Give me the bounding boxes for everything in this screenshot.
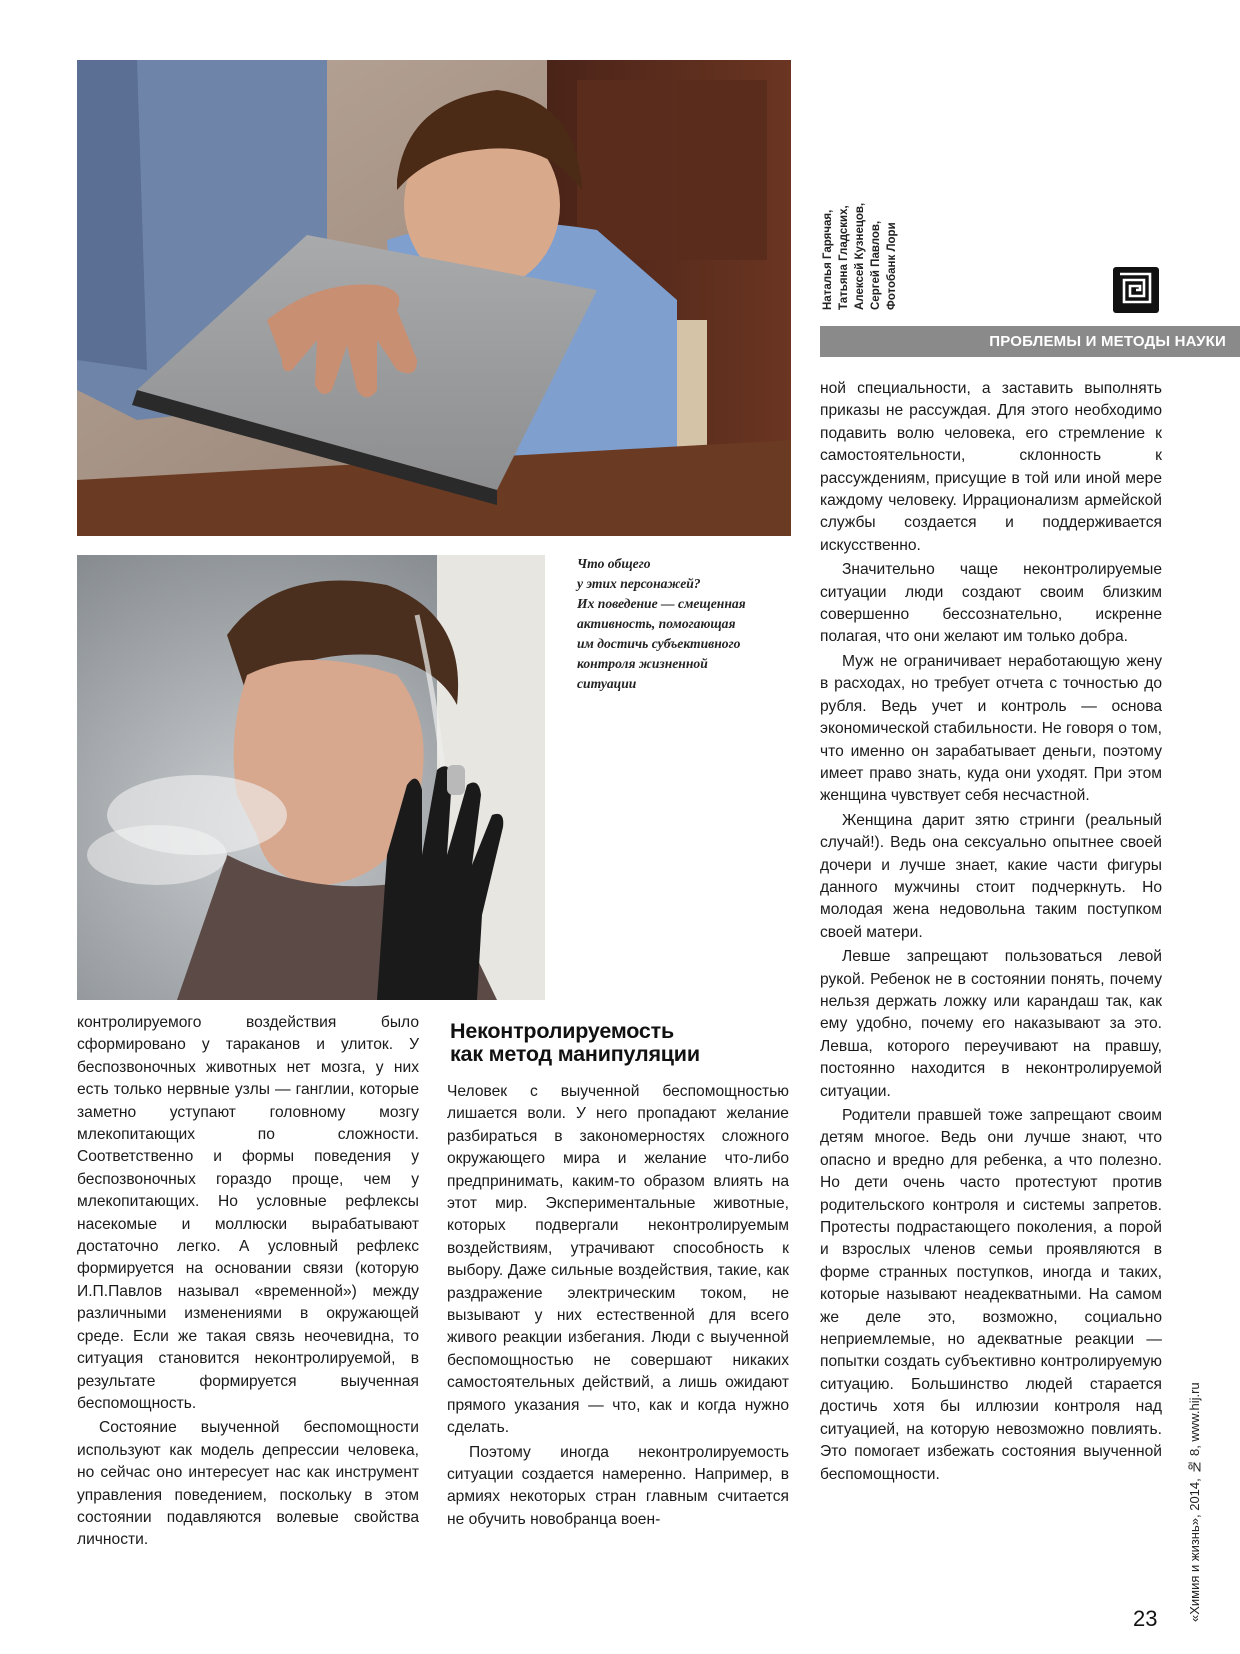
text-column-2: [447, 1081, 789, 1533]
paragraph: Женщина дарит зятю стринги (реальный случай!). Ведь она сексуально опытнее своей дочери и лучше знает, какие части фигуры данного мужчины стоит подчеркнуть. Но молодая жена недовольна таким поступком своей матери.: [820, 811, 1162, 941]
paragraph: Муж не ограничивает неработающую жену в расходах, но требует отчета с точностью до рубля. Ведь учет и контроль — основа экономической стабильности. Не говоря о том, что именно он зарабатывает деньги, поэтому имеет право знать, куда они уходят. При этом женщина чувствует себя несчастной.: [820, 652, 1162, 805]
paragraph: Родители правшей тоже запрещают своим детям многое. Ведь они лучше знают, что опасно и вредно для ребенка, а что полезно. Но дети очень часто протестуют против родительского контроля и системы запретов. Протесты подрастающего поколения, а порой и взрослых членов семьи проявляются в форме странных поступков, иногда и таких, которые называют неадекватными. На самом же деле это, возможно, социально неприемлемые, но адекватные реакции — попытки создать субъективно контролируемую ситуацию. Большинство людей старается достичь хотя бы иллюзии контроля над ситуацией, на которую невозможно повлиять. Это помогает избежать состояния выученной беспомощности.: [820, 1107, 1162, 1483]
paragraph: Левше запрещают пользоваться левой рукой. Ребенок не в состоянии понять, почему нельзя держать ложку или карандаш так, как ему удобно, почему его наказывают за это. Левша, которого переучивают на правшу, постоянно находится в неконтролируемой ситуации.: [820, 948, 1162, 1100]
spiral-logo-icon: [1113, 267, 1159, 313]
text-column-3: [820, 378, 1162, 1488]
section-title: ПРОБЛЕМЫ И МЕТОДЫ НАУКИ: [989, 333, 1226, 350]
photo-caption: Что общего у этих персонажей? Их поведение — смещенная активность, помогающая им достичь субъективного контроля жизненной ситуации: [577, 556, 746, 691]
photo-teen-smoke: [77, 555, 545, 1000]
page-number: 23: [1133, 1606, 1158, 1631]
photo-boy-laptop-illustration: [77, 60, 791, 536]
article-subheading: Неконтролируемость как метод манипуляции: [450, 1019, 700, 1066]
section-header-bar: [820, 326, 1240, 357]
paragraph: контролируемого воздействия было сформировано у тараканов и улиток. У беспозвоночных животных нет мозга, у них есть только нервные узлы — ганглии, которые заметно уступают головному мозгу млекопитающих по сложности. Соответственно и формы поведения у беспозвоночных гораздо проще, чем у млекопитающих. Но условные рефлексы насекомые и моллюски вырабатывают достаточно легко. А условный рефлекс формируется на основании связи (которую И.П.Павлов называл «временной») между различными изменениями в окружающей среде. Если же такая связь неочевидна, то ситуация становится неконтролируемой, в результате формируется выученная беспомощность.: [77, 1014, 419, 1412]
paragraph: Состояние выученной беспомощности используют как модель депрессии человека, но сейчас оно интересует нас как инструмент управления поведением, поскольку в этом состоянии подавляются волевые свойства личности.: [77, 1419, 419, 1549]
paragraph: ной специальности, а заставить выполнять приказы не рассуждая. Для этого необходимо подавить волю человека, его стремление к самостоятельности, склонность к рассуждениям, присущие в той или иной мере каждому человеку. Иррационализм армейской службы создается и поддерживается искусственно.: [820, 380, 1162, 554]
photo-teen-smoke-illustration: [77, 555, 545, 1000]
journal-citation: «Химия и жизнь», 2014, № 8, www.hij.ru: [1187, 1382, 1202, 1622]
text-column-1: [77, 1012, 419, 1554]
paragraph: Значительно чаще неконтролируемые ситуации люди создают своим близким совершенно бессознательно, искренне полагая, что они желают им только добра.: [820, 561, 1162, 646]
photo-credits: Наталья Гарячая, Татьяна Гладских, Алексей Кузнецов, Сергей Павлов, Фотобанк Лори: [822, 202, 898, 310]
paragraph: Человек с выученной беспомощностью лишается воли. У него пропадают желание разбираться в закономерностях сложного окружающего мира и желание что-либо предпринимать, каким-то образом влиять на этот мир. Экспериментальные животные, которых подвергали неконтролируемым воздействиям, утрачивают способность к выбору. Даже сильные воздействия, такие, как раздражение электрическим током, не вызывают у них естественной для всего живого реакции избегания. Люди с выученной беспомощностью не совершают никаких самостоятельных действий, а лишь ожидают прямого указания — что, как и когда нужно сделать.: [447, 1083, 789, 1437]
photo-boy-laptop: [77, 60, 791, 536]
paragraph: Поэтому иногда неконтролируемость ситуации создается намеренно. Например, в армиях некоторых стран главным считается не обучить новобранца воен-: [447, 1443, 789, 1528]
